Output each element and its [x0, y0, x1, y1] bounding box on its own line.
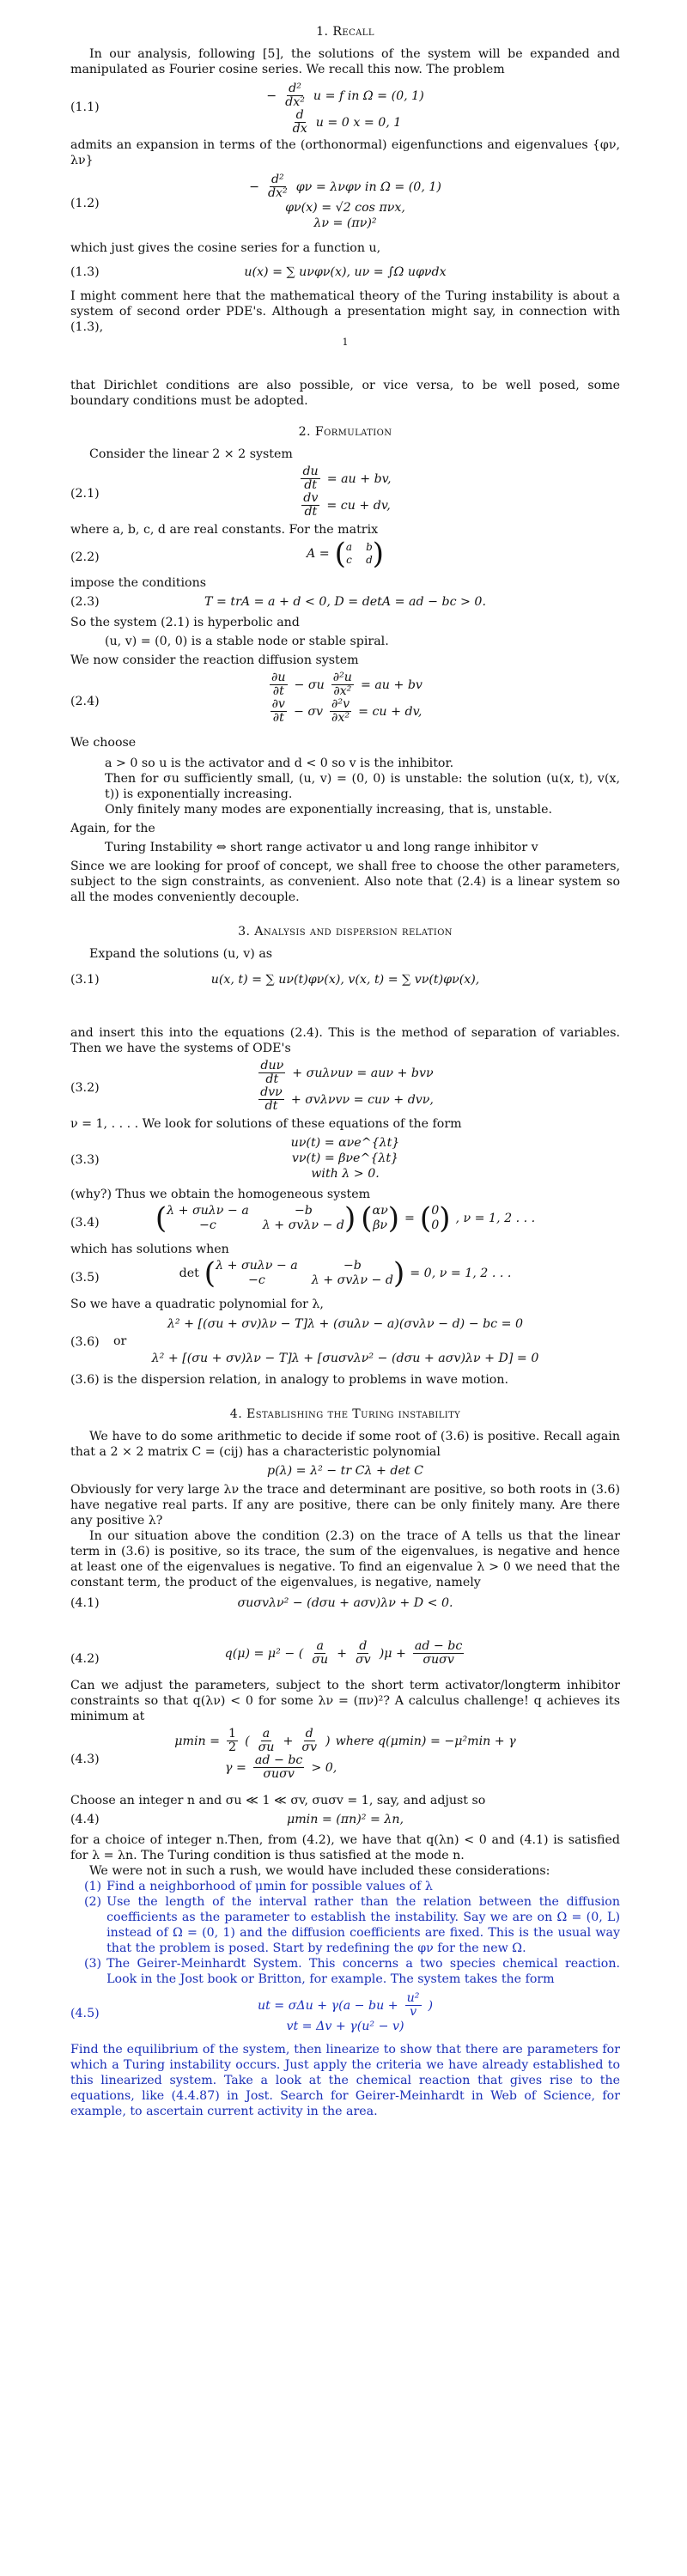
equation-4-1: (4.1) σuσvλν² − (dσu + aσv)λν + D < 0.: [70, 1596, 453, 1610]
equation-number: (2.4): [70, 695, 100, 708]
paragraph: for a choice of integer n.Then, from (4.2), we have that q(λn) < 0 and (4.1) is satisfied for λ = λn. The Turing condition is thus satisfied at the mode n.: [70, 1833, 620, 1862]
section-4-heading: 4. Establishing the Turing instability: [229, 1407, 461, 1421]
equation-number: (4.5): [70, 2007, 100, 2020]
list-item: (3) The Geirer-Meinhardt System. This concerns a two species chemical reaction. Look in the Jost book or Britton, for example. The system takes the form: [84, 1957, 620, 1986]
equation-number: (1.2): [70, 197, 100, 210]
equation-number: (4.1): [70, 1596, 100, 1610]
equation-3-6: (3.6) λ² + [(σu + σv)λν − T]λ + (σuλν − a)(σvλν − d) − bc = 0 or λ² + [(σu + σv)λν − T]λ + [σuσvλν² − (dσu + aσv)λν + D] = 0: [70, 1317, 539, 1365]
equation-2-2: (2.2) A = ( a b c d ): [70, 537, 385, 571]
equation-number: (3.6): [70, 1335, 100, 1349]
equation-number: (3.5): [70, 1271, 100, 1285]
equation-number: (3.4): [70, 1216, 100, 1230]
paragraph: We have to do some arithmetic to decide if some root of (3.6) is positive. Recall again that a 2 × 2 matrix C = (cij) has a characteristic polynomial: [70, 1430, 620, 1459]
paragraph: Can we adjust the parameters, subject to the short term activator/longterm inhibitor constraints so that q(λν) < 0 for some λν = (πν)²? A calculus challenge! q achieves its minimum at: [70, 1679, 620, 1723]
paragraph: Expand the solutions (u, v) as: [89, 947, 273, 961]
paragraph: Then for σu sufficiently small, (u, v) = (0, 0) is unstable: the solution (u(x, t), v(x, t)) is exponentially increasing.: [105, 772, 620, 801]
paragraph: (why?) Thus we obtain the homogeneous system: [70, 1188, 371, 1201]
equation-2-3: (2.3) T = trA = a + d < 0, D = detA = ad − bc > 0.: [70, 595, 486, 609]
equation-number: (3.3): [70, 1153, 100, 1167]
equation-1-1: (1.1) − $\frac{\text{d²}}{\text{dx²}}$ u = f in Ω = (0, 1) $\frac{d}{dx}$ u = 0 x = 0, 1: [70, 82, 424, 136]
equation-number: (3.2): [70, 1081, 100, 1095]
paragraph: which just gives the cosine series for a function u,: [70, 241, 381, 255]
paragraph: a > 0 so u is the activator and d < 0 so v is the inhibitor.: [105, 756, 454, 770]
paragraph: We choose: [70, 736, 137, 750]
equation-3-3: (3.3) uν(t) = ανe^{λt} vν(t) = βνe^{λt} with λ > 0.: [70, 1136, 400, 1181]
paragraph: Since we are looking for proof of concept, we shall free to choose the other parameters, subject to the sign constraints, as convenient. Also note that (2.4) is a linear system so all the modes conveniently decouple.: [70, 860, 620, 904]
equation-4-2: (4.2) q(μ) = μ² − ( $\frac{a}{\sigma u}$ + $\frac{d}{\sigma v}$ )μ + $\frac{ad - bc}{\text{σuσv}}$: [70, 1639, 463, 1667]
paragraph: impose the conditions: [70, 576, 206, 590]
equation-1-3: (1.3) u(x) = ∑ uνφν(x), uν = ∫Ω uφνdx: [70, 265, 447, 279]
paragraph: Choose an integer n and σu ≪ 1 ≪ σv, σuσv = 1, say, and adjust so: [70, 1794, 486, 1807]
paragraph: where a, b, c, d are real constants. For the matrix: [70, 523, 379, 537]
paragraph: and insert this into the equations (2.4). This is the method of separation of variables. Then we have the systems of ODE's: [70, 1026, 620, 1055]
equation-number: (1.3): [70, 265, 100, 279]
paragraph: We now consider the reaction diffusion system: [70, 653, 359, 667]
paragraph: Only finitely many modes are exponentially increasing, that is, unstable.: [105, 803, 553, 817]
section-2-heading: 2. Formulation: [298, 425, 392, 439]
section-1-intro: In our analysis, following [5], the solutions of the system will be expanded and manipulated as Fourier cosine series. We recall this now. The problem: [70, 47, 620, 76]
list-item: (1) Find a neighborhood of μmin for possible values of λ: [84, 1880, 433, 1893]
equation-number: (3.1): [70, 973, 100, 987]
equation-number: (2.3): [70, 595, 100, 609]
equation-2-1: (2.1) $\frac{du}{dt}$ = au + bv, $\frac{dv}{dt}$ = cu + dv,: [70, 465, 392, 519]
equation-3-4: (3.4) ( λ + σuλν − a −b −c λ + σvλν − d ) ( αν βν ) = ( 0 0 ) , ν = 1, 2 . . .: [70, 1201, 536, 1236]
equation-4-5: (4.5) ut = σΔu + γ(a − bu + $\frac{\text{u²}}{v}$ ) vt = Δv + γ(u² − v): [70, 1991, 434, 2033]
paragraph: (3.6) is the dispersion relation, in analogy to problems in wave motion.: [70, 1373, 508, 1387]
paragraph: Turing Instability ⇔ short range activator u and long range inhibitor v: [105, 841, 538, 854]
equation-number: (2.2): [70, 550, 100, 564]
equation-number: (1.1): [70, 100, 100, 114]
equation-3-2: (3.2) $\frac{\text{duν}}{dt}$ + σuλνuν = auν + bvν $\frac{\text{dvν}}{dt}$ + σvλνvν = cuν + dvν,: [70, 1059, 434, 1113]
paragraph: (u, v) = (0, 0) is a stable node or stable spiral.: [105, 635, 389, 648]
paragraph: Again, for the: [70, 822, 155, 835]
paragraph: So the system (2.1) is hyperbolic and: [70, 616, 300, 629]
equation-2-4: (2.4) $\frac{\partial u}{\partial t}$ − σu $\frac{\text{∂²u}}{\text{∂x²}}$ = au + bv $\frac{\partial v}{\partial t}$ − σv $\frac{\text{∂²v}}{\text{∂x²}}$ = cu + dv,: [70, 671, 423, 725]
equation-3-5: (3.5) det ( λ + σuλν − a −b −c λ + σvλν − d ) = 0, ν = 1, 2 . . .: [70, 1256, 512, 1291]
paragraph: Find the equilibrium of the system, then linearize to show that there are parameters for which a Turing instability occurs. Just apply the criteria we have already established to this linearized system. Take a look at the chemical reaction that gives rise to the equations, like (4.4.87) in Jost. Search for Geirer-Meinhardt in Web of Science, for example, to ascertain current activity in the area.: [70, 2043, 620, 2118]
paragraph: In our situation above the condition (2.3) on the trace of A tells us that the linear term in (3.6) is positive, so its trace, the sum of the eigenvalues, is negative and hence at least one of the eigenvalues is negative. To find an eigenvalue λ > 0 we need that the constant term, the product of the eigenvalues, is negative, namely: [70, 1529, 620, 1589]
paragraph: ν = 1, . . . . We look for solutions of these equations of the form: [70, 1117, 462, 1131]
paragraph: We were not in such a rush, we would have included these considerations:: [89, 1864, 550, 1878]
paragraph: So we have a quadratic polynomial for λ,: [70, 1297, 324, 1311]
equation-1-2: (1.2) − $\frac{\text{d²}}{\text{dx²}}$ φν = λνφν in Ω = (0, 1) φν(x) = √2 cos πνx, λν = (πν)²: [70, 173, 441, 230]
page-number: 1: [342, 337, 349, 348]
considerations-list: [70, 1879, 620, 1987]
equation-number: (4.4): [70, 1813, 100, 1826]
paragraph: that Dirichlet conditions are also possible, or vice versa, to be well posed, some boundary conditions must be adopted.: [70, 379, 620, 408]
equation-4-4: (4.4) μmin = (πn)² = λn,: [70, 1813, 404, 1826]
paragraph: Consider the linear 2 × 2 system: [89, 447, 293, 461]
section-1-heading: 1. Recall: [316, 25, 374, 39]
section-3-heading: 3. Analysis and dispersion relation: [238, 925, 453, 939]
paragraph: admits an expansion in terms of the (orthonormal) eigenfunctions and eigenvalues {φν, λν}: [70, 138, 620, 167]
paragraph: which has solutions when: [70, 1242, 229, 1256]
equation-4-3: (4.3) μmin = $\frac{1}{2}$ ( $\frac{a}{\sigma u}$ + $\frac{d}{\sigma v}$ ) where q(μmin) = −μ²min + γ γ = $\frac{ad - bc}{\text{σuσv}}$ > 0,: [70, 1727, 516, 1781]
equation-number: (4.2): [70, 1652, 100, 1666]
paragraph: Obviously for very large λν the trace and determinant are positive, so both roots in (3.6) have negative real parts. If any are positive, there can be only finitely many. Are there any positive λ?: [70, 1483, 620, 1528]
paper-page: [70, 0, 620, 2119]
equation-number: (4.3): [70, 1753, 100, 1766]
characteristic-polynomial: p(λ) = λ² − tr Cλ + det C: [267, 1464, 423, 1478]
paragraph: I might comment here that the mathematical theory of the Turing instability is about a system of second order PDE's. Although a presentation might say, in connection with (1.3),: [70, 289, 620, 334]
equation-number: (2.1): [70, 487, 100, 501]
equation-3-1: (3.1) u(x, t) = ∑ uν(t)φν(x), v(x, t) = ∑ vν(t)φν(x),: [70, 973, 480, 987]
list-item: (2) Use the length of the interval rather than the relation between the diffusion coefficients as the parameter to establish the instability. Say we are on Ω = (0, L) instead of Ω = (0, 1) and the diffusion coefficients are fixed. This is the usual way that the problem is posed. Start by redefining the φν for the new Ω.: [84, 1895, 620, 1955]
